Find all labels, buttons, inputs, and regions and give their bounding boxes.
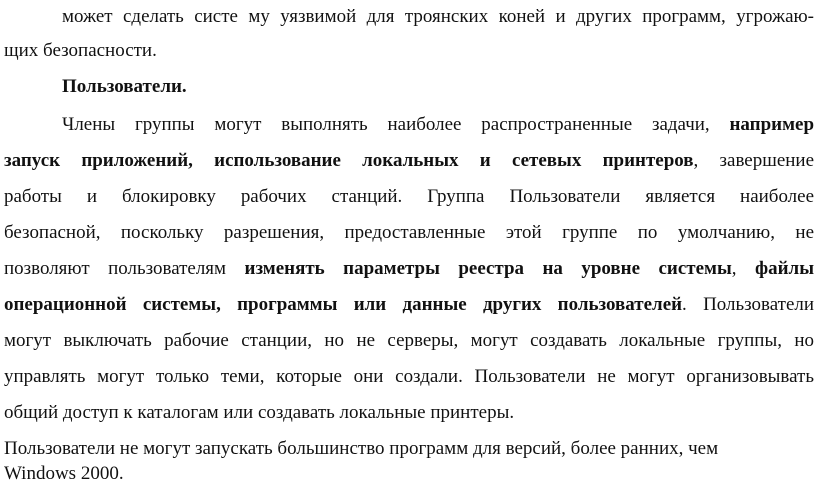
- text-line: [4, 150, 814, 172]
- paragraph-text: управлять могут только теми, которые они создали. Пользователи не могут организовывать: [4, 366, 814, 387]
- text-line: [4, 438, 718, 460]
- paragraph-text: могут выключать рабочие станции, но не серверы, могут создавать локальные группы, но: [4, 330, 814, 351]
- paragraph-text: . Пользователи: [682, 294, 815, 315]
- bold-text: изменять параметры реестра на уровне системы: [244, 258, 732, 279]
- text-line: [4, 258, 814, 280]
- paragraph-text: Члены группы могут выполнять наиболее распространенные задачи,: [62, 114, 730, 135]
- heading-text: Пользователи.: [62, 76, 187, 97]
- text-line: [4, 294, 814, 316]
- text-line: [4, 40, 157, 62]
- text-line: [4, 222, 814, 244]
- text-line: [4, 330, 814, 352]
- bold-text: например: [729, 114, 814, 135]
- bold-text: файлы: [754, 258, 815, 279]
- text-line: [4, 463, 124, 485]
- text-line: [4, 402, 514, 424]
- text-line: [62, 6, 814, 28]
- paragraph-text: ,: [731, 258, 755, 279]
- text-line: [62, 114, 814, 136]
- text-line: [4, 186, 814, 208]
- paragraph-text: Windows 2000.: [4, 463, 124, 484]
- paragraph-text: , завершение: [693, 150, 814, 171]
- paragraph-text: Пользователи не могут запускать большинство программ для версий, более ранних, чем: [4, 438, 719, 459]
- paragraph-text: общий доступ к каталогам или создавать локальные принтеры.: [4, 402, 515, 423]
- paragraph-text: безопасной, поскольку разрешения, предоставленные этой группе по умолчанию, не: [4, 222, 814, 243]
- section-heading: [62, 76, 187, 98]
- bold-text: операционной системы, программы или данные других пользователей: [4, 294, 683, 315]
- paragraph-text: щих безопасности.: [4, 40, 157, 61]
- paragraph-text: может сделать систе му уязвимой для троянских коней и других программ, угрожаю-: [62, 6, 814, 27]
- bold-text: запуск приложений, использование локальных и сетевых принтеров: [4, 150, 694, 171]
- paragraph-text: позволяют пользователям: [4, 258, 245, 279]
- text-line: [4, 366, 814, 388]
- paragraph-text: работы и блокировку рабочих станций. Группа Пользователи является наиболее: [4, 186, 814, 207]
